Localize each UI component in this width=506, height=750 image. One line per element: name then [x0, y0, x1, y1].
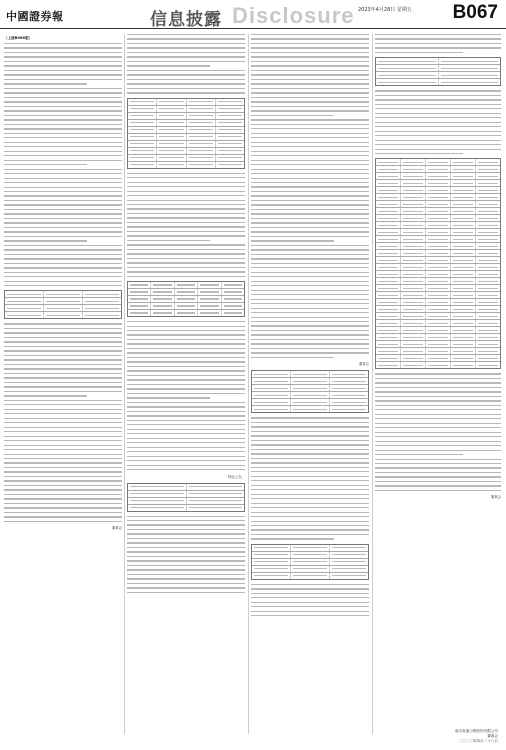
body-text-block [375, 34, 501, 53]
column-divider [124, 34, 125, 734]
data-table [251, 370, 369, 413]
data-table [127, 281, 245, 317]
body-text-block [375, 373, 501, 491]
section-title-cn: 信息披露 [150, 10, 222, 30]
column-divider [372, 34, 373, 734]
footer-signature [455, 729, 498, 744]
data-table [251, 544, 369, 580]
data-table [127, 98, 245, 169]
signature: 董事会 [358, 362, 369, 367]
data-table [127, 483, 245, 512]
footer-date: 二〇二三年四月二十八日 [458, 739, 498, 743]
data-table [375, 57, 501, 86]
body-text-block [4, 43, 122, 286]
signature: 董事会 [490, 495, 501, 500]
body-text-block [127, 173, 245, 277]
continuation-heading: （上接B068版） [4, 36, 33, 40]
signature: 董事会 [111, 526, 122, 531]
body-text-block [4, 323, 122, 522]
body-text-block [127, 516, 245, 594]
column-2 [127, 34, 245, 734]
footer-role: 董事会 [487, 734, 498, 738]
data-table [375, 158, 501, 369]
body-text-block [375, 90, 501, 154]
column-4 [375, 34, 501, 734]
section-title-en: Disclosure [232, 3, 355, 28]
column-1 [4, 34, 122, 734]
column-divider [248, 34, 249, 734]
issue-date: 2023年4月28日 星期五 [358, 7, 412, 13]
body-text-block [251, 417, 369, 539]
column-3 [251, 34, 369, 734]
data-table [4, 290, 122, 319]
page-number: B067 [452, 2, 498, 23]
signature: 特此公告。 [228, 474, 245, 479]
masthead [0, 0, 506, 29]
footer-company: 南京高速公路股份有限公司 [454, 729, 498, 733]
body-text-block [127, 321, 245, 470]
body-text-block [127, 34, 245, 94]
newspaper-logo: 中國證券報 [6, 10, 64, 23]
body-text-block [251, 584, 369, 617]
body-text-block [251, 34, 369, 358]
